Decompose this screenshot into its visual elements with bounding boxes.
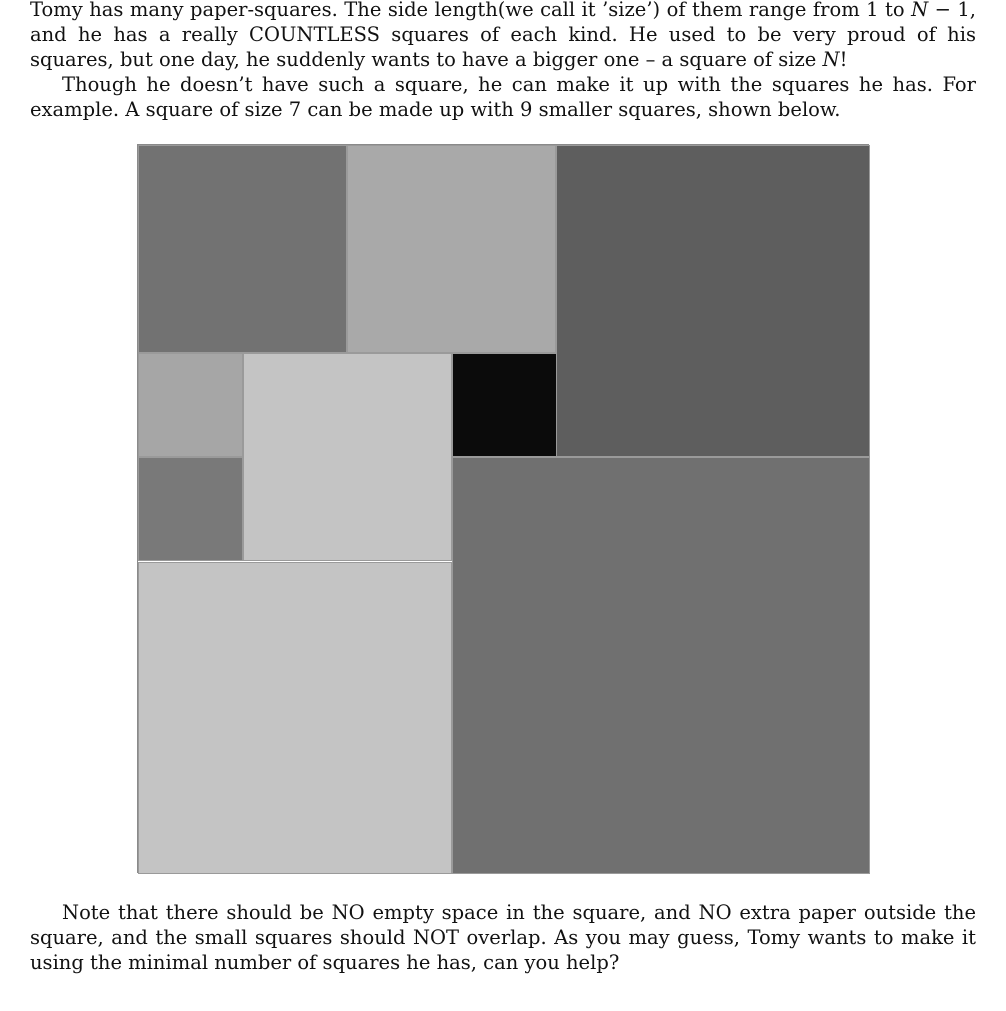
tile-square-size-2 — [243, 353, 452, 561]
paragraph-intro-text-1: Tomy has many paper-squares. The side length(we call it ’size’) of them range from 1 to — [30, 0, 912, 21]
tile-square-size-1 — [138, 457, 243, 561]
paragraph-intro-text-3: ! — [839, 48, 848, 71]
paragraph-intro — [30, 0, 976, 72]
tile-square-size-4 — [452, 457, 870, 874]
tile-square-size-1 — [452, 353, 557, 457]
tile-square-size-3 — [138, 562, 452, 874]
paragraph-note: Note that there should be NO empty space in the square, and NO extra paper outside the square, and the small squares should NOT overlap. As you may guess, Tomy wants to make it using the minimal number of squares he has, can you help? — [30, 901, 976, 974]
tile-square-size-2 — [138, 145, 347, 353]
square-tiling-figure — [137, 144, 869, 873]
variable-n: N — [911, 0, 929, 21]
variable-n: N — [822, 48, 840, 71]
tile-square-size-3 — [556, 145, 870, 457]
paragraph-intro-text-2: − 1, and he has a really COUNTLESS squares of each kind. He used to be very proud of his squares, but one day, he suddenly wants to have a bigger one – a square of size — [30, 0, 976, 71]
paragraph-example: Though he doesn’t have such a square, he can make it up with the squares he has. For example. A square of size 7 can be made up with 9 smaller squares, shown below. — [30, 73, 976, 121]
tile-square-size-1 — [138, 353, 243, 457]
tile-square-size-2 — [347, 145, 556, 353]
